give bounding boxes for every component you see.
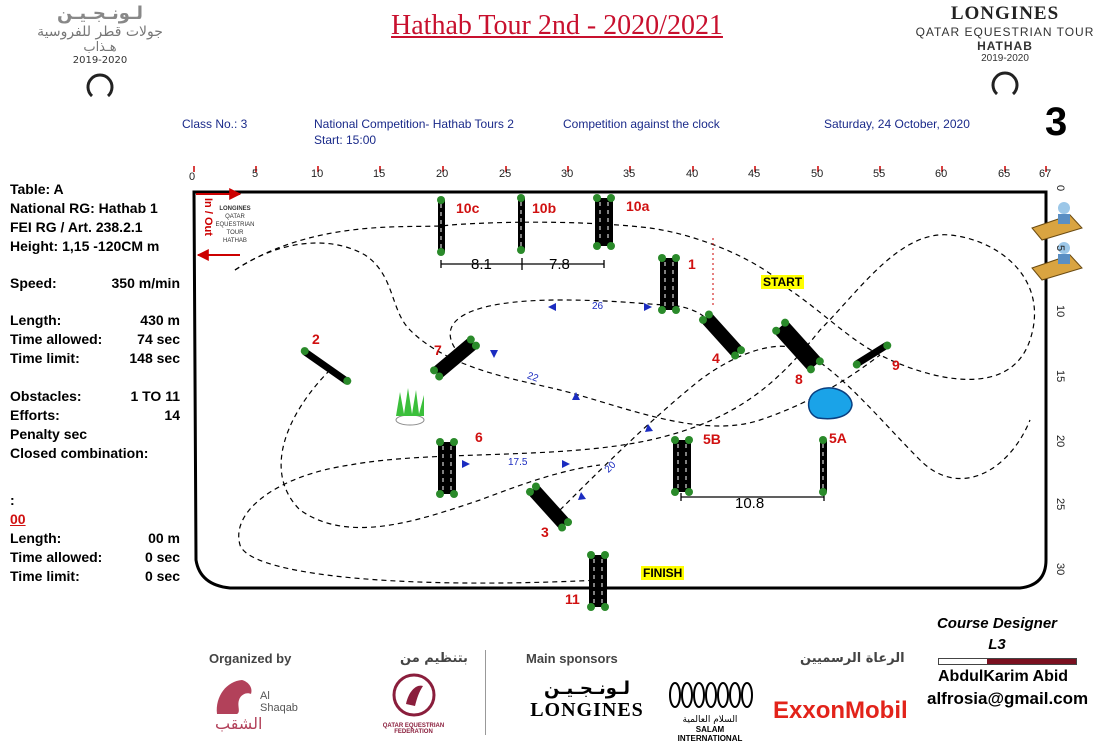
efforts-label: Efforts: xyxy=(10,407,60,423)
obstacle-label-5b: 5B xyxy=(703,431,721,447)
mini-logo-line1: QATAR EQUESTRIAN TOUR xyxy=(215,214,255,236)
obstacle-label-3: 3 xyxy=(541,524,549,540)
obstacle-10a xyxy=(593,194,615,250)
time-allowed-label: Time allowed: xyxy=(10,331,103,347)
ruler-top-0: 0 xyxy=(189,171,196,183)
time-limit-value: 148 sec xyxy=(129,350,180,366)
organized-by-label: Organized by xyxy=(209,651,292,666)
main-sponsors-arabic: الرعاة الرسميين xyxy=(800,651,905,666)
obstacle-1 xyxy=(658,254,680,314)
fei-rg: FEI RG / Art. 238.2.1 xyxy=(10,219,143,235)
length-value: 430 m xyxy=(140,312,180,328)
mini-logo-brand: LONGINES xyxy=(219,206,251,212)
distance-lines xyxy=(441,258,824,501)
obstacle-label-1: 1 xyxy=(688,256,696,272)
right-logo-line2: HATHAB xyxy=(977,39,1033,53)
path-number-17-5: 17.5 xyxy=(508,457,528,468)
al-shaqab-name: Al Shaqab xyxy=(260,690,298,714)
obstacle-4 xyxy=(697,309,746,361)
exxonmobil-logo: ExxonMobil xyxy=(773,697,908,724)
designer-name: AbdulKarim Abid xyxy=(938,668,1069,685)
closed-combination: Closed combination: xyxy=(10,445,149,461)
qef-name: QATAR EQUESTRIAN FEDERATION xyxy=(382,723,445,735)
left-logo-line2: هـذاب xyxy=(83,40,117,55)
obstacle-label-10b: 10b xyxy=(532,200,557,216)
in-out-label: In / Out xyxy=(202,198,214,236)
speed-label: Speed: xyxy=(10,275,57,291)
obstacle-label-2: 2 xyxy=(312,331,320,347)
salam-emblem-icon xyxy=(667,680,753,710)
salam-logo xyxy=(665,680,755,743)
ruler-top-30: 30 xyxy=(561,168,574,180)
organized-by-arabic: بتنظيم من xyxy=(400,651,468,666)
arena-outline xyxy=(194,192,1046,588)
qef-emblem-icon xyxy=(391,672,437,718)
ruler-top-45: 45 xyxy=(748,168,761,180)
ruler-right-0: 0 xyxy=(1054,185,1066,192)
al-shaqab-logo xyxy=(207,676,297,736)
obstacles-label: Obstacles: xyxy=(10,388,82,404)
footer-divider xyxy=(485,650,486,735)
main-sponsors-label: Main sponsors xyxy=(526,651,618,666)
ruler-right-5: 5 xyxy=(1054,245,1066,252)
ruler-top-55: 55 xyxy=(873,168,886,180)
ruler-top-60: 60 xyxy=(935,168,948,180)
obstacle-label-10c: 10c xyxy=(456,200,480,216)
obstacle-5a xyxy=(819,436,827,496)
obstacle-label-11: 11 xyxy=(565,591,580,607)
obstacle-10c xyxy=(437,196,445,256)
start-time: Start: 15:00 xyxy=(314,133,377,147)
height: Height: 1,15 -120CM m xyxy=(10,238,160,254)
ruler-right-25: 25 xyxy=(1054,498,1066,511)
time-limit-label: Time limit: xyxy=(10,350,80,366)
obstacle-label-5a: 5A xyxy=(829,430,847,446)
left-logo-years: 2019-2020 xyxy=(72,55,128,66)
distance-5b-5a: 10.8 xyxy=(735,495,765,512)
obstacle-label-8: 8 xyxy=(795,371,803,387)
horse-head-icon xyxy=(207,676,267,716)
path-number-20: 20 xyxy=(602,459,619,476)
judges-booth-icon xyxy=(1032,202,1082,280)
page-title: Hathab Tour 2nd - 2020/2021 xyxy=(391,10,723,41)
jo-length-label: Length: xyxy=(10,530,62,546)
ruler-top-10: 10 xyxy=(311,168,324,180)
obstacle-label-6: 6 xyxy=(475,429,483,445)
longines-sponsor-logo xyxy=(527,678,647,722)
qef-logo xyxy=(366,672,461,735)
jo-time-limit-value: 0 sec xyxy=(144,568,180,584)
class-no: Class No.: 3 xyxy=(182,117,248,131)
distance-10c-10b: 8.1 xyxy=(471,256,492,273)
longines-brand: LONGINES xyxy=(530,699,644,721)
obstacle-3 xyxy=(524,481,573,533)
colon: : xyxy=(10,492,15,508)
ruler-top-5: 5 xyxy=(252,168,259,180)
mini-logo-line2: HATHAB xyxy=(223,238,247,244)
mini-logo xyxy=(210,205,260,245)
ruler-top-50: 50 xyxy=(811,168,824,180)
jo-time-limit-label: Time limit: xyxy=(10,568,80,584)
start-label: START xyxy=(763,275,803,289)
ruler-top-25: 25 xyxy=(499,168,512,180)
obstacle-10b xyxy=(517,194,525,254)
obstacle-label-7: 7 xyxy=(434,342,442,358)
ruler-right-15: 15 xyxy=(1054,370,1066,383)
path-number-22: 22 xyxy=(525,370,540,385)
left-logo-line1: جولات قطر للفروسية xyxy=(37,24,163,40)
table-info: Table: A xyxy=(10,181,64,197)
penalty: Penalty sec xyxy=(10,426,88,442)
right-logo-years: 2019-2020 xyxy=(981,53,1029,64)
right-logo-line1: QATAR EQUESTRIAN TOUR xyxy=(915,25,1095,39)
level-bar xyxy=(938,658,1077,665)
obstacles-value: 1 TO 11 xyxy=(130,388,180,404)
salam-name: SALAM INTERNATIONAL xyxy=(677,725,743,743)
path-number-26: 26 xyxy=(592,301,604,312)
ruler-top-15: 15 xyxy=(373,168,386,180)
jo-length-value: 00 m xyxy=(148,530,180,546)
jo-time-allowed-label: Time allowed: xyxy=(10,549,103,565)
ruler-right-20: 20 xyxy=(1054,435,1066,448)
national-rg: National RG: Hathab 1 xyxy=(10,200,158,216)
class-number-big: 3 xyxy=(1045,100,1068,144)
time-allowed-value: 74 sec xyxy=(137,331,180,347)
speed-value: 350 m/min xyxy=(111,275,180,291)
obstacle-label-9: 9 xyxy=(892,357,900,373)
ruler-top-35: 35 xyxy=(623,168,636,180)
route-arrows xyxy=(462,303,653,500)
obstacle-5b xyxy=(671,436,693,496)
left-logo-brand: لـونـجـيـن xyxy=(57,3,143,24)
water-pond xyxy=(809,388,852,419)
course-designer-level: L3 xyxy=(988,636,1006,653)
longines-arabic: لـونـجـيـن xyxy=(544,678,630,699)
obstacle-11 xyxy=(587,551,609,611)
obstacle-label-4: 4 xyxy=(712,350,720,366)
ruler-top-67: 67 xyxy=(1039,168,1052,180)
obstacle-8 xyxy=(770,317,825,375)
distance-10b-10a: 7.8 xyxy=(549,256,570,273)
obstacle-2 xyxy=(299,346,353,387)
salam-arabic: السلام العالمية xyxy=(682,715,738,725)
obstacle-6 xyxy=(436,438,458,498)
al-shaqab-arabic: الشقب xyxy=(215,714,263,733)
ruler-top-40: 40 xyxy=(686,168,699,180)
efforts-value: 14 xyxy=(164,407,180,423)
ruler-top-65: 65 xyxy=(998,168,1011,180)
competition-date: Saturday, 24 October, 2020 xyxy=(824,117,970,131)
jumpoff-number: 00 xyxy=(10,511,26,527)
ruler-right-10: 10 xyxy=(1054,305,1066,318)
length-label: Length: xyxy=(10,312,62,328)
finish-label: FINISH xyxy=(643,566,683,580)
obstacle-label-10a: 10a xyxy=(626,198,650,214)
grass-decoration xyxy=(396,388,424,425)
obstacle-9 xyxy=(851,340,893,370)
ruler-right-30: 30 xyxy=(1054,563,1066,576)
competition-name: National Competition- Hathab Tours 2 xyxy=(314,117,514,131)
right-logo-brand: LONGINES xyxy=(950,3,1060,24)
course-designer-title: Course Designer xyxy=(936,615,1058,632)
jo-time-allowed-value: 0 sec xyxy=(144,549,180,565)
ruler-top-20: 20 xyxy=(436,168,449,180)
course-route xyxy=(235,222,1035,583)
designer-email[interactable]: alfrosia@gmail.com xyxy=(927,689,1089,708)
competition-type: Competition against the clock xyxy=(563,117,720,131)
